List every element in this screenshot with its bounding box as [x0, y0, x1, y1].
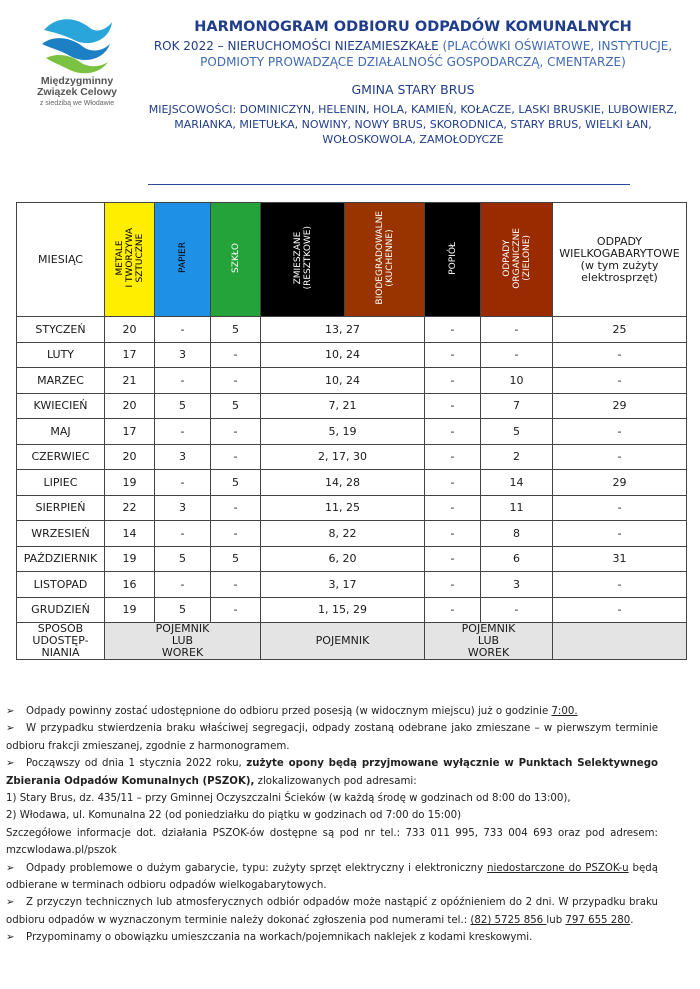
- table-row: [17, 546, 687, 572]
- mixed-bio-cell: 5, 19: [261, 419, 425, 445]
- metal-cell: 16: [105, 572, 155, 598]
- table-row: [17, 521, 687, 547]
- month-cell: MAJ: [17, 419, 105, 445]
- logo-name-line1: Międzygminny: [40, 75, 114, 87]
- metal-cell: 20: [105, 444, 155, 470]
- mixed-bio-cell: 10, 24: [261, 368, 425, 394]
- bullet-arrow-icon: ➢: [6, 862, 15, 874]
- note-5: ➢ Z przyczyn technicznych lub atmosferycznych odbiór odpadów może nastąpić z opóźnieniem do 2 dni. W przypadku braku odbioru odpadów w wyznaczonym terminie należy dokonać zgłoszenia pod numerami tel.: (82) 5725 856 lub 797 655 280.: [6, 894, 658, 929]
- table-row: [17, 393, 687, 419]
- paper-cell: 5: [155, 393, 211, 419]
- metal-cell: 20: [105, 317, 155, 343]
- month-cell: KWIECIEŃ: [17, 393, 105, 419]
- table-row: [17, 470, 687, 496]
- month-cell: LUTY: [17, 342, 105, 368]
- schedule-table: [16, 202, 687, 660]
- table-footer-row: [17, 623, 687, 660]
- ash-cell: -: [425, 597, 481, 623]
- month-cell: GRUDZIEŃ: [17, 597, 105, 623]
- paper-cell: -: [155, 419, 211, 445]
- table-row: [17, 419, 687, 445]
- organic-cell: -: [481, 597, 553, 623]
- glass-cell: 5: [211, 470, 261, 496]
- ash-cell: -: [425, 419, 481, 445]
- table-row: [17, 368, 687, 394]
- ash-cell: -: [425, 342, 481, 368]
- header-organic: ODPADY ORGANICZNE (ZIELONE): [481, 203, 553, 317]
- table-header-row: [17, 203, 687, 317]
- footer-ash-organic-method: POJEMNIK LUB WOREK: [425, 623, 553, 660]
- paper-cell: -: [155, 521, 211, 547]
- metal-cell: 19: [105, 597, 155, 623]
- metal-cell: 14: [105, 521, 155, 547]
- paper-cell: 5: [155, 546, 211, 572]
- glass-cell: -: [211, 368, 261, 394]
- organic-cell: 11: [481, 495, 553, 521]
- organic-cell: -: [481, 342, 553, 368]
- mixed-bio-cell: 6, 20: [261, 546, 425, 572]
- logo-seat-line: z siedzibą we Włodawie: [39, 100, 115, 107]
- note-2: ➢ W przypadku stwierdzenia braku właściwej segregacji, odpady zostaną odebrane jako zmieszane – w pierwszym terminie odbioru frakcji zmieszanej, zgodnie z harmonogramem.: [6, 720, 658, 755]
- bulky-cell: -: [553, 521, 687, 547]
- paper-cell: 3: [155, 444, 211, 470]
- organic-cell: 6: [481, 546, 553, 572]
- month-cell: SIERPIEŃ: [17, 495, 105, 521]
- pszok-address-1: 1) Stary Brus, dz. 435/11 – przy Gminnej Oczyszczalni Ścieków (w każdą środę w godzinach od 8:00 do 13:00),: [6, 793, 571, 805]
- organic-cell: -: [481, 317, 553, 343]
- pszok-info: Szczegółowe informacje dot. działania PSZOK-ów dostępne są pod nr tel.: 733 011 995, 733 004 693 oraz pod adresem: mzcwlodawa.pl/pszok: [6, 827, 658, 857]
- bullet-arrow-icon: ➢: [6, 932, 15, 944]
- phone-1: (82) 5725 856: [470, 914, 547, 926]
- ash-cell: -: [425, 444, 481, 470]
- table-row: [17, 572, 687, 598]
- metal-cell: 17: [105, 419, 155, 445]
- header-month: MIESIĄC: [17, 203, 105, 317]
- month-cell: LISTOPAD: [17, 572, 105, 598]
- metal-cell: 20: [105, 393, 155, 419]
- mixed-bio-cell: 3, 17: [261, 572, 425, 598]
- metal-cell: 22: [105, 495, 155, 521]
- metal-cell: 19: [105, 470, 155, 496]
- localities-list: MIEJSCOWOŚCI: DOMINICZYN, HELENIN, HOLA, KAMIEŃ, KOŁACZE, LASKI BRUSKIE, LUBOWIERZ, MARIANKA, MIETUŁKA, NOWINY, NOWY BRUS, SKORODNICA, STARY BRUS, WIELKI ŁAN, WOŁOSKOWOLA, ZAMOŁODYCZE: [148, 103, 678, 146]
- footer-mixed-method: POJEMNIK: [261, 623, 425, 660]
- glass-cell: -: [211, 495, 261, 521]
- paper-cell: 3: [155, 495, 211, 521]
- bulky-cell: -: [553, 597, 687, 623]
- mixed-bio-cell: 7, 21: [261, 393, 425, 419]
- paper-cell: 3: [155, 342, 211, 368]
- organic-cell: 8: [481, 521, 553, 547]
- mixed-bio-cell: 13, 27: [261, 317, 425, 343]
- ash-cell: -: [425, 521, 481, 547]
- glass-cell: -: [211, 342, 261, 368]
- month-cell: PAŹDZIERNIK: [17, 546, 105, 572]
- bulky-cell: -: [553, 342, 687, 368]
- table-row: [17, 495, 687, 521]
- bullet-arrow-icon: ➢: [6, 706, 15, 717]
- paper-cell: -: [155, 572, 211, 598]
- subtitle-main: ROK 2022 – NIERUCHOMOŚCI NIEZAMIESZKAŁE: [153, 39, 439, 53]
- bulky-cell: -: [553, 444, 687, 470]
- table-row: [17, 342, 687, 368]
- mixed-bio-cell: 1, 15, 29: [261, 597, 425, 623]
- glass-cell: -: [211, 419, 261, 445]
- footer-bulky-method: [553, 623, 687, 660]
- header-glass: SZKŁO: [211, 203, 261, 317]
- organic-cell: 5: [481, 419, 553, 445]
- month-cell: WRZESIEŃ: [17, 521, 105, 547]
- bullet-arrow-icon: ➢: [6, 723, 15, 735]
- paper-cell: 5: [155, 597, 211, 623]
- notes-section: [6, 703, 658, 947]
- mixed-bio-cell: 14, 28: [261, 470, 425, 496]
- glass-cell: -: [211, 521, 261, 547]
- gmina-title: GMINA STARY BRUS: [351, 82, 475, 97]
- paper-cell: -: [155, 317, 211, 343]
- phone-2: 797 655 280: [565, 914, 631, 926]
- bulky-cell: -: [553, 572, 687, 598]
- page-title: HARMONOGRAM ODBIORU ODPADÓW KOMUNALNYCH: [194, 19, 632, 35]
- header-biodegradable: BIODEGRADOWALNE (KUCHENNE): [345, 203, 425, 317]
- glass-cell: -: [211, 572, 261, 598]
- note-1: ➢ Odpady powinny zostać udostępnione do odbioru przed posesją (w widocznym miejscu) już o godzinie 7:00.: [6, 703, 658, 720]
- ash-cell: -: [425, 572, 481, 598]
- metal-cell: 21: [105, 368, 155, 394]
- header-divider: [148, 184, 630, 185]
- month-cell: STYCZEŃ: [17, 317, 105, 343]
- metal-cell: 19: [105, 546, 155, 572]
- glass-cell: -: [211, 597, 261, 623]
- glass-cell: 5: [211, 546, 261, 572]
- bulky-cell: 25: [553, 317, 687, 343]
- subtitle-detail: (PLACÓWKI OŚWIATOWE, INSTYTUCJE, PODMIOTY PROWADZĄCE DZIAŁALNOŚĆ GOSPODARCZĄ, CMENTARZE): [200, 39, 673, 69]
- bulky-cell: 29: [553, 470, 687, 496]
- footer-recycle-method: POJEMNIK LUB WOREK: [105, 623, 261, 660]
- glass-cell: 5: [211, 393, 261, 419]
- organic-cell: 2: [481, 444, 553, 470]
- glass-cell: -: [211, 444, 261, 470]
- header-mixed: ZMIESZANE (RESZTKOWE): [261, 203, 345, 317]
- month-cell: MARZEC: [17, 368, 105, 394]
- header-ash: POPIÓŁ: [425, 203, 481, 317]
- header-paper: PAPIER: [155, 203, 211, 317]
- paper-cell: -: [155, 470, 211, 496]
- table-row: [17, 444, 687, 470]
- mixed-bio-cell: 2, 17, 30: [261, 444, 425, 470]
- organic-cell: 3: [481, 572, 553, 598]
- organic-cell: 14: [481, 470, 553, 496]
- month-cell: LIPIEC: [17, 470, 105, 496]
- bulky-cell: -: [553, 368, 687, 394]
- bullet-arrow-icon: ➢: [6, 758, 15, 770]
- metal-cell: 17: [105, 342, 155, 368]
- mixed-bio-cell: 8, 22: [261, 521, 425, 547]
- organic-cell: 10: [481, 368, 553, 394]
- note-3: ➢ Począwszy od dnia 1 stycznia 2022 roku, zużyte opony będą przyjmowane wyłącznie w Punktach Selektywnego Zbierania Odpadów Komunalnych (PSZOK), zlokalizowanych pod adresami:: [6, 755, 658, 790]
- note-4: ➢ Odpady problemowe o dużym gabarycie, typu: zużyty sprzęt elektryczny i elektroniczny niedostarczone do PSZOK-u będą odbierane w terminach odbioru odpadów wielkogabarytowych.: [6, 860, 658, 895]
- ash-cell: -: [425, 317, 481, 343]
- logo-name-line2: Związek Celowy: [37, 86, 117, 98]
- bullet-arrow-icon: ➢: [6, 897, 15, 909]
- note-6: ➢ Przypominamy o obowiązku umieszczania na workach/pojemnikach naklejek z kodami kreskowymi.: [6, 929, 658, 946]
- header-bulky: ODPADY WIELKOGABARYTOWE (w tym zużyty elektrosprzęt): [553, 203, 687, 317]
- table-row: [17, 597, 687, 623]
- page-subtitle: [148, 38, 678, 70]
- pszok-address-2: 2) Włodawa, ul. Komunalna 22 (od poniedziałku do piątku w godzinach od 7:00 do 15:00): [6, 810, 462, 822]
- ash-cell: -: [425, 495, 481, 521]
- ash-cell: -: [425, 393, 481, 419]
- bulky-cell: -: [553, 495, 687, 521]
- organic-cell: 7: [481, 393, 553, 419]
- bulky-cell: 31: [553, 546, 687, 572]
- pickup-time: 7:00.: [551, 706, 578, 717]
- month-cell: CZERWIEC: [17, 444, 105, 470]
- document-header: [148, 18, 678, 147]
- water-wave-logo-icon: [38, 14, 116, 76]
- bulky-cell: -: [553, 419, 687, 445]
- ash-cell: -: [425, 546, 481, 572]
- ash-cell: -: [425, 470, 481, 496]
- glass-cell: 5: [211, 317, 261, 343]
- logo: [22, 14, 132, 122]
- table-row: [17, 317, 687, 343]
- footer-label: SPOSÓB UDOSTĘP- NIANIA: [17, 623, 105, 660]
- mixed-bio-cell: 11, 25: [261, 495, 425, 521]
- paper-cell: -: [155, 368, 211, 394]
- ash-cell: -: [425, 368, 481, 394]
- header-metal: METALE I TWORZYWA SZTUCZNE: [105, 203, 155, 317]
- bulky-cell: 29: [553, 393, 687, 419]
- pszok-bold-text: zużyte opony będą przyjmowane wyłącznie w Punktach Selektywnego Zbierania Odpadów Komunalnych (PSZOK),: [6, 758, 658, 787]
- mixed-bio-cell: 10, 24: [261, 342, 425, 368]
